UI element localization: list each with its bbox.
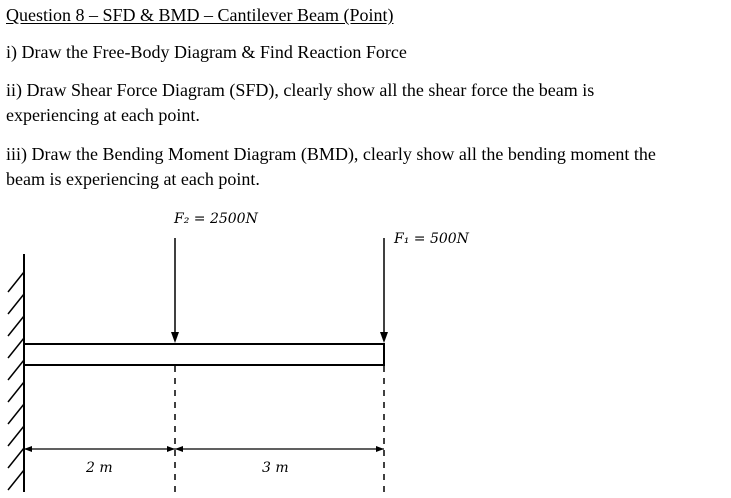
force-f2-arrow <box>171 238 179 343</box>
part-iii-text-line1: iii) Draw the Bending Moment Diagram (BMD), clearly show all the bending moment the <box>6 144 656 164</box>
force-f1-label: F₁ = 500N <box>394 231 469 247</box>
force-f1-arrow <box>380 238 388 343</box>
question-title: Question 8 – SFD & BMD – Cantilever Beam (Point) <box>6 5 394 25</box>
part-i-text: i) Draw the Free-Body Diagram & Find Reaction Force <box>6 42 407 62</box>
span-3m-label: 3 m <box>262 460 289 476</box>
part-ii-text-line1: ii) Draw Shear Force Diagram (SFD), clearly show all the shear force the beam is <box>6 80 595 100</box>
fixed-support-wall <box>8 254 24 492</box>
cantilever-beam <box>24 344 384 365</box>
dimension-line <box>24 446 384 452</box>
span-2m-label: 2 m <box>86 460 113 476</box>
part-iii-text-line2: beam is experiencing at each point. <box>6 169 260 189</box>
part-ii-text-line2: experiencing at each point. <box>6 105 200 125</box>
force-f2-label: F₂ = 2500N <box>174 211 258 227</box>
